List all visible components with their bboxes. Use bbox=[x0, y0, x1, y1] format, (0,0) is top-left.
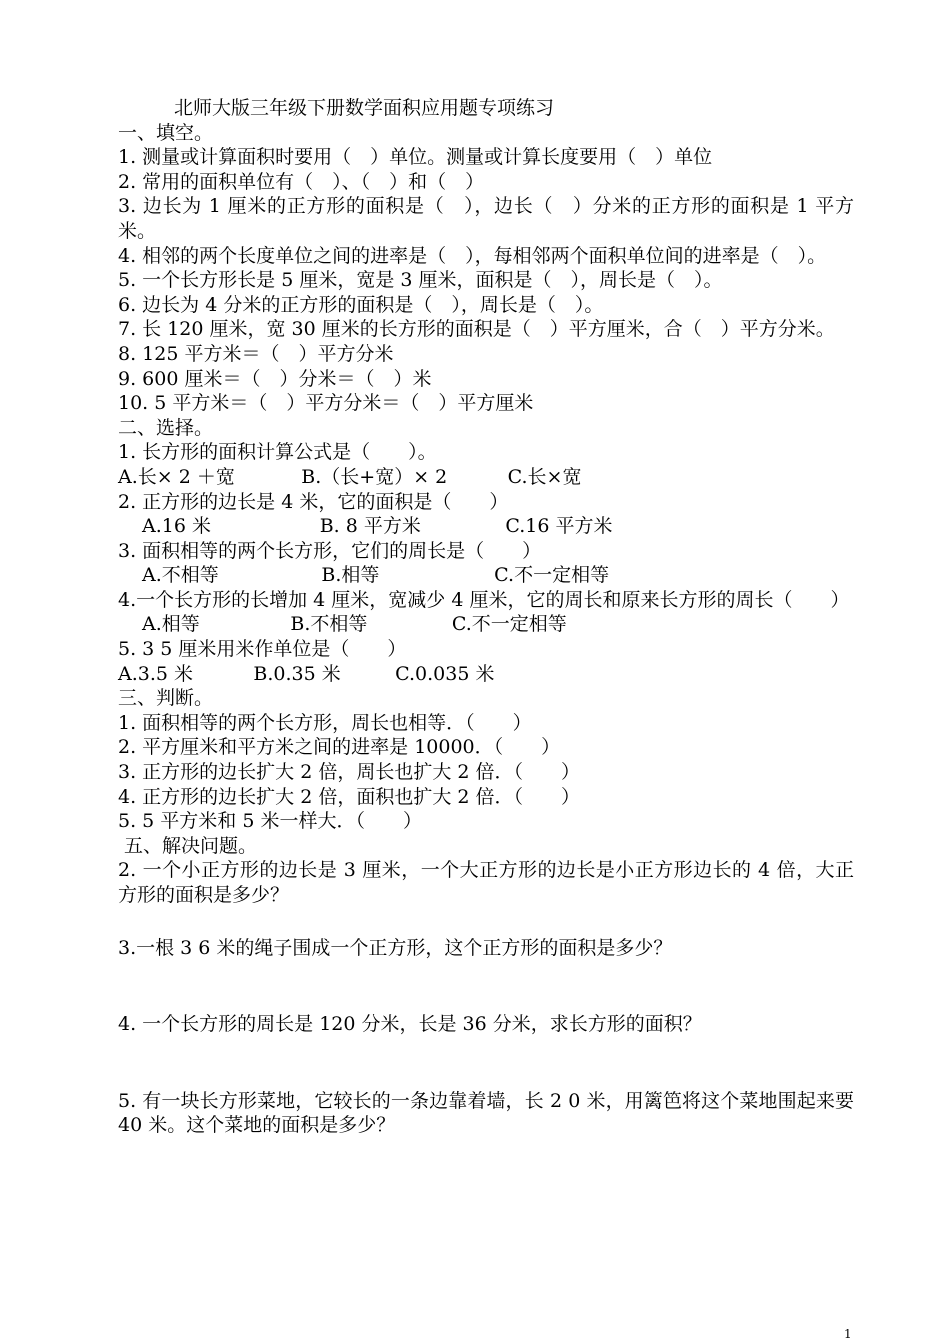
choice-options: A.长× 2 ＋宽 B.（长+宽）× 2 C.长×宽 bbox=[118, 465, 582, 488]
fill-item: 10. 5 平方米＝（ ）平方分米＝（ ）平方厘米 bbox=[118, 392, 534, 415]
choice-options: A.3.5 米 B.0.35 米 C.0.035 米 bbox=[118, 662, 495, 685]
answer-space bbox=[118, 960, 854, 1012]
page-number: 1 bbox=[844, 1327, 852, 1341]
fill-item: 2. 常用的面积单位有（ ）、（ ）和（ ） bbox=[118, 170, 485, 193]
choice-question: 2. 正方形的边长是 4 米，它的面积是（ ） bbox=[118, 490, 509, 513]
section-heading-judge: 三、判断。 bbox=[118, 687, 214, 710]
fill-item: 9. 600 厘米＝（ ）分米＝（ ）米 bbox=[118, 367, 432, 390]
solve-item: 4. 一个长方形的周长是 120 分米，长是 36 分米，求长方形的面积？ bbox=[118, 1013, 702, 1036]
fill-item: 5. 一个长方形长是 5 厘米，宽是 3 厘米，面积是（ ），周长是（ ）。 bbox=[118, 269, 723, 292]
fill-item: 1. 测量或计算面积时要用（ ）单位。测量或计算长度要用（ ）单位 bbox=[118, 146, 713, 169]
judge-item: 2. 平方厘米和平方米之间的进率是 10000．（ ） bbox=[118, 736, 561, 759]
fill-item: 8. 125 平方米＝（ ）平方分米 bbox=[118, 342, 394, 365]
fill-item: 6. 边长为 4 分米的正方形的面积是（ ），周长是（ ）。 bbox=[118, 293, 604, 316]
fill-item: 3. 边长为 1 厘米的正方形的面积是（ ），边长（ ）分米的正方形的面积是 1 平方米。 bbox=[118, 195, 854, 242]
choice-options: A.16 米 B. 8 平方米 C.16 平方米 bbox=[142, 515, 613, 538]
choice-question: 5. 3 5 厘米用米作单位是（ ） bbox=[118, 638, 407, 661]
choice-options: A.相等 B.不相等 C.不一定相等 bbox=[142, 613, 567, 636]
choice-options: A.不相等 B.相等 C.不一定相等 bbox=[142, 564, 610, 587]
fill-item: 7. 长 120 厘米，宽 30 厘米的长方形的面积是（ ）平方厘米，合（ ）平方分米。 bbox=[118, 318, 835, 341]
solve-item: 2. 一个小正方形的边长是 3 厘米，一个大正方形的边长是小正方形边长的 4 倍，大正方形的面积是多少？ bbox=[118, 859, 854, 906]
judge-item: 1. 面积相等的两个长方形，周长也相等．（ ） bbox=[118, 711, 532, 734]
judge-item: 3. 正方形的边长扩大 2 倍，周长也扩大 2 倍．（ ） bbox=[118, 761, 581, 784]
section-heading-fill: 一、填空。 bbox=[118, 121, 214, 144]
judge-item: 4. 正方形的边长扩大 2 倍，面积也扩大 2 倍．（ ） bbox=[118, 785, 581, 808]
judge-item: 5. 5 平方米和 5 米一样大．（ ） bbox=[118, 810, 422, 833]
choice-question: 3. 面积相等的两个长方形，它们的周长是（ ） bbox=[118, 539, 542, 562]
solve-item: 3.一根 3 6 米的绳子围成一个正方形，这个正方形的面积是多少？ bbox=[118, 936, 673, 959]
fill-item: 4. 相邻的两个长度单位之间的进率是（ ），每相邻两个面积单位间的进率是（ ）。 bbox=[118, 244, 827, 267]
solve-item: 5. 有一块长方形菜地，它较长的一条边靠着墙，长 2 0 米，用篱笆将这个菜地围起来要 40 米。这个菜地的面积是多少？ bbox=[118, 1089, 854, 1137]
answer-space bbox=[118, 1037, 854, 1089]
choice-question: 4.一个长方形的长增加 4 厘米，宽减少 4 厘米，它的周长和原来长方形的周长（ ） bbox=[118, 588, 850, 611]
section-heading-choice: 二、选择。 bbox=[118, 416, 214, 439]
answer-space bbox=[118, 908, 854, 936]
choice-question: 1. 长方形的面积计算公式是（ ）。 bbox=[118, 441, 437, 464]
worksheet-page bbox=[118, 96, 854, 1138]
page-title: 北师大版三年级下册数学面积应用题专项练习 bbox=[174, 97, 555, 119]
section-heading-solve: 五、解决问题。 bbox=[124, 834, 258, 857]
